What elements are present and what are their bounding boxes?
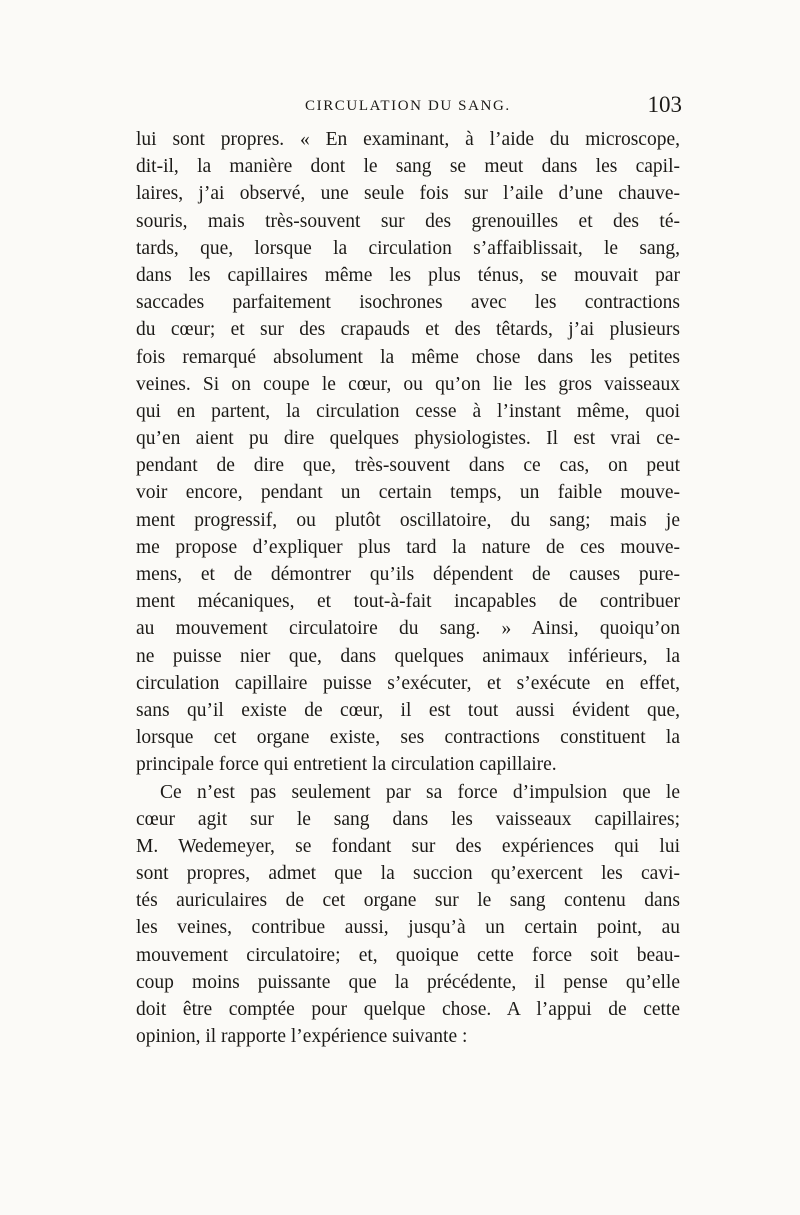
text-line: Ce n’est pas seulement par sa force d’impulsion que le bbox=[160, 781, 680, 803]
paragraph bbox=[136, 779, 680, 1051]
text-line: dans les capillaires même les plus ténus, se mouvait par bbox=[136, 264, 680, 286]
text-line: veines. Si on coupe le cœur, ou qu’on lie les gros vaisseaux bbox=[136, 373, 680, 395]
body-text bbox=[136, 126, 680, 1050]
text-line: M. Wedemeyer, se fondant sur des expériences qui lui bbox=[136, 835, 680, 857]
text-line: opinion, il rapporte l’expérience suivante : bbox=[136, 1026, 468, 1048]
paragraph bbox=[136, 126, 680, 779]
text-line: mens, et de démontrer qu’ils dépendent de causes pure- bbox=[136, 564, 680, 585]
page-header bbox=[130, 92, 690, 126]
text-line: circulation capillaire puisse s’exécuter, et s’exécute en effet, bbox=[136, 672, 680, 694]
text-line: mouvement circulatoire; et, quoique cette force soit beau- bbox=[136, 944, 680, 966]
text-line: fois remarqué absolument la même chose dans les petites bbox=[136, 346, 680, 368]
text-line: tards, que, lorsque la circulation s’affaiblissait, le sang, bbox=[136, 237, 680, 259]
text-line: ment progressif, ou plutôt oscillatoire, du sang; mais je bbox=[136, 509, 680, 531]
text-line: pendant de dire que, très-souvent dans ce cas, on peut bbox=[136, 455, 680, 477]
running-title: CIRCULATION DU SANG. bbox=[305, 98, 511, 114]
text-line: souris, mais très-souvent sur des grenouilles et des té- bbox=[136, 210, 680, 232]
text-line: qui en partent, la circulation cesse à l’instant même, quoi bbox=[136, 400, 680, 422]
page-number: 103 bbox=[647, 92, 682, 117]
text-line: lorsque cet organe existe, ses contractions constituent la bbox=[136, 727, 680, 749]
text-line: ne puisse nier que, dans quelques animaux inférieurs, la bbox=[136, 645, 680, 667]
text-line: voir encore, pendant un certain temps, un faible mouve- bbox=[136, 482, 680, 504]
text-line: au mouvement circulatoire du sang. » Ainsi, quoiqu’on bbox=[136, 618, 680, 640]
text-line: les veines, contribue aussi, jusqu’à un certain point, au bbox=[136, 917, 680, 939]
text-line: sans qu’il existe de cœur, il est tout aussi évident que, bbox=[136, 699, 680, 721]
text-line: me propose d’expliquer plus tard la nature de ces mouve- bbox=[136, 536, 680, 558]
text-line: dit-il, la manière dont le sang se meut dans les capil- bbox=[136, 156, 680, 178]
text-line: tés auriculaires de cet organe sur le sang contenu dans bbox=[136, 890, 680, 912]
text-line: doit être comptée pour quelque chose. A l’appui de cette bbox=[136, 999, 680, 1020]
text-line: coup moins puissante que la précédente, il pense qu’elle bbox=[136, 971, 680, 993]
text-line: cœur agit sur le sang dans les vaisseaux capillaires; bbox=[136, 808, 680, 830]
text-line: ment mécaniques, et tout-à-fait incapables de contribuer bbox=[136, 591, 680, 613]
text-line: lui sont propres. « En examinant, à l’aide du microscope, bbox=[136, 129, 680, 150]
text-line: saccades parfaitement isochrones avec les contractions bbox=[136, 292, 680, 314]
text-line: principale force qui entretient la circulation capillaire. bbox=[136, 754, 557, 776]
text-line: du cœur; et sur des crapauds et des têtards, j’ai plusieurs bbox=[136, 319, 680, 341]
text-line: laires, j’ai observé, une seule fois sur l’aile d’une chauve- bbox=[136, 183, 680, 205]
text-line: qu’en aient pu dire quelques physiologistes. Il est vrai ce- bbox=[136, 428, 680, 450]
text-line: sont propres, admet que la succion qu’exercent les cavi- bbox=[136, 863, 680, 885]
